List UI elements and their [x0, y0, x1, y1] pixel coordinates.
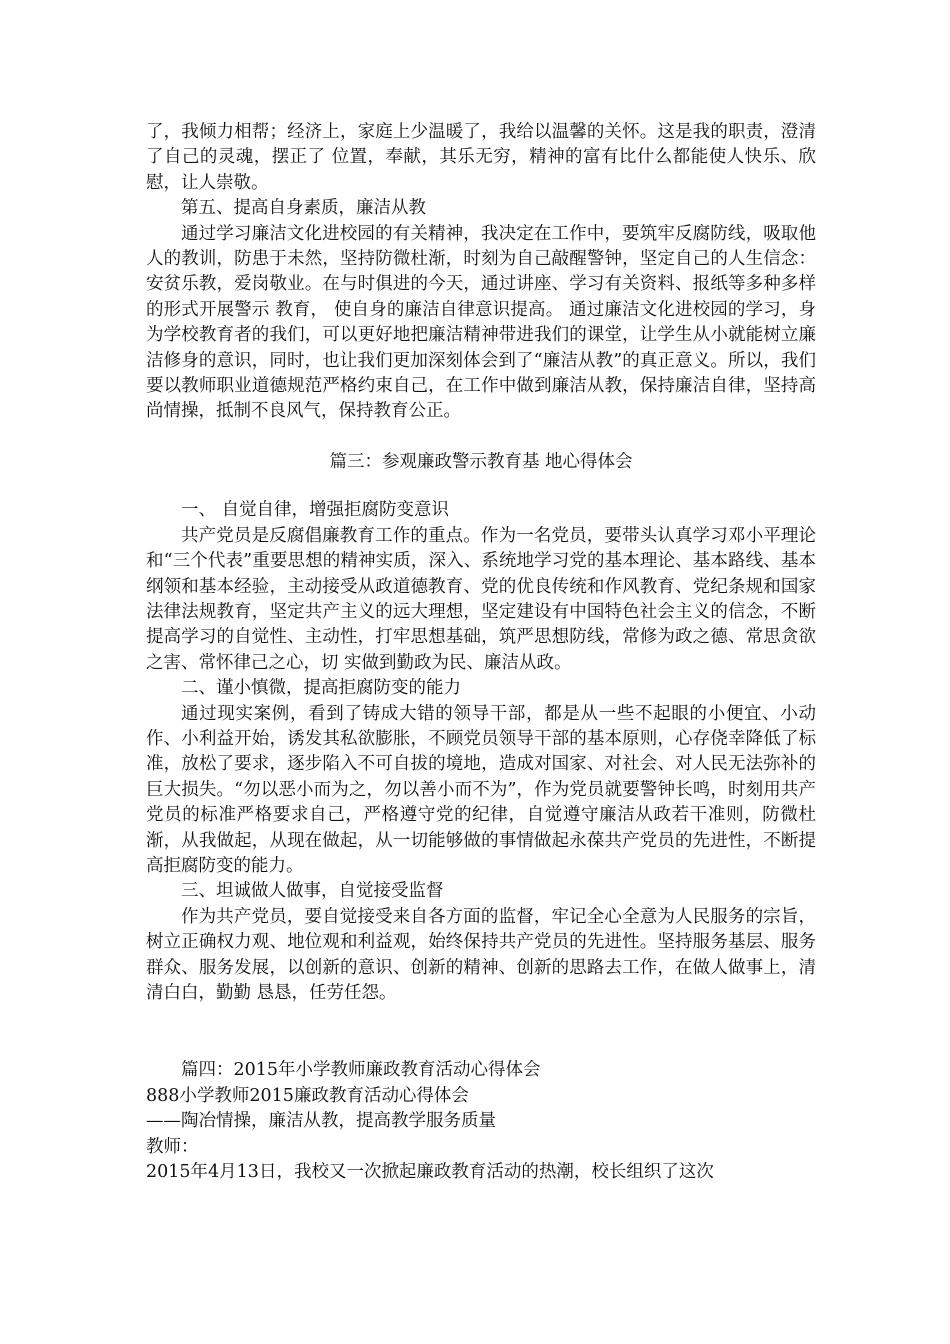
section-heading-five: 第五、提高自身素质，廉洁从教: [181, 198, 426, 219]
subtitle-school: 888小学教师2015廉政教育活动心得体会: [146, 1085, 469, 1106]
paragraph-section-five: 通过学习廉洁文化进校园的有关精神，我决定在工作中，要筑牢反腐防线，吸取他人的教训，防患于未然，坚持防微杜渐，时刻为自己敲醒警钟，坚定自己的人生信念：安贫乐教，爱岗敬业。在与时俱进的今天，通过讲座、学习有关资料、报纸等多种多样的形式开展警示 教育， 使自身的廉洁自律意识提高。 通过廉洁文化进校园的学习，身为学校教育者的我们，可以更好地把廉洁精神带进我们的课堂，让学生从小就能树立廉洁修身的意识，同时，也让我们更加深刻体会到了“廉洁从教”的真正意义。所以，我们要以教师职业道德规范严格约束自己，在工作中做到廉洁从教，保持廉洁自律，坚持高尚情操，抵制不良风气，保持教育公正。: [146, 223, 816, 422]
section-heading-one: 一、 自觉自律，增强拒腐防变意识: [181, 500, 450, 521]
spacer: [146, 475, 816, 498]
section-heading-two: 二、谨小慎微，提高拒腐防变的能力: [181, 678, 461, 699]
document-page: [146, 120, 816, 1185]
spacer: [146, 1006, 816, 1058]
paragraph-section-one: 共产党员是反腐倡廉教育工作的重点。作为一名党员，要带头认真学习邓小平理论和“三个代表”重要思想的精神实质，深入、系统地学习党的基本理论、基本路线、基本纲领和基本经验，主动接受从政道德教育、党的优良传统和作风教育、党纪条规和国家法律法规教育，坚定共产主义的远大理想，坚定建设有中国特色社会主义的信念，不断提高学习的自觉性、主动性，打牢思想基础，筑严思想防线，常修为政之德、常思贪欲之害、常怀律己之心，切 实做到勤政为民、廉洁从政。: [146, 525, 816, 673]
paragraph-section-three: 作为共产党员，要自觉接受来自各方面的监督，牢记全心全意为人民服务的宗旨，树立正确权力观、地位观和利益观，始终保持共产党员的先进性。坚持服务基层、服务群众、服务发展，以创新的意识、创新的精神、创新的思路去工作，在做人做事上，清清白白，勤勤 恳恳，任劳任怨。: [146, 906, 816, 1003]
chapter-title-four: 篇四：2015年小学教师廉政教育活动心得体会: [181, 1060, 541, 1081]
chapter-title-three: 篇三：参观廉政警示教育基 地心得体会: [329, 451, 633, 472]
section-heading-three: 三、坦诚做人做事，自觉接受监督: [181, 881, 444, 902]
paragraph-intro: 了，我倾力相帮；经济上，家庭上少温暖了，我给以温馨的关怀。这是我的职责，澄清了自己的灵魂，摆正了 位置，奉献，其乐无穷，精神的富有比什么都能使人快乐、欣慰，让人崇敬。: [146, 122, 816, 193]
spacer: [146, 425, 816, 450]
teacher-label: 教师：: [146, 1136, 199, 1157]
paragraph-section-two: 通过现实案例，看到了铸成大错的领导干部，都是从一些不起眼的小便宜、小动作、小利益开始，诱发其私欲膨胀，不顾党员领导干部的基本原则，心存侥幸降低了标准，放松了要求，逐步陷入不可自拔的境地，造成对国家、对社会、对人民无法弥补的巨大损失。“勿以恶小而为之，勿以善小而不为”，作为党员就要警钟长鸣，时刻用共产党员的标准严格要求自己，严格遵守党的纪律，自觉遵守廉洁从政若干准则，防微杜渐，从我做起，从现在做起，从一切能够做的事情做起永葆共产党员的先进性，不断提高拒腐防变的能力。: [146, 703, 816, 876]
paragraph-last: 2015年4月13日，我校又一次掀起廉政教育活动的热潮，校长组织了这次: [146, 1162, 714, 1183]
subtitle-theme: ——陶冶情操，廉洁从教，提高教学服务质量: [146, 1111, 496, 1132]
